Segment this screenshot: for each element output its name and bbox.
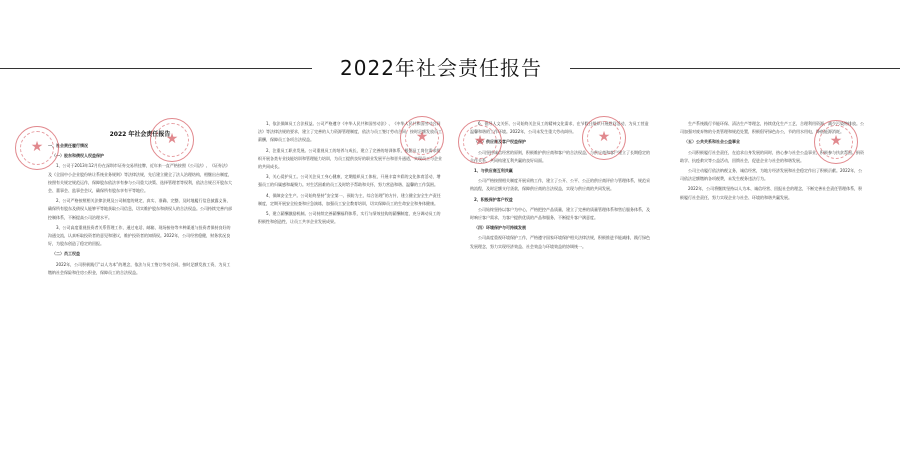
header-rule-left bbox=[0, 68, 312, 69]
page-1 bbox=[48, 120, 232, 438]
company-seal-stamp bbox=[814, 120, 858, 164]
paragraph: 1、公司于2013年12月份在深圳市证券交易所挂牌，近年来一直严格按照《公司法》、《证券法》及《全国中小企业股份转让系统业务规则》等法律法规，先后建立健全了法人治理结构，相继出台制度，按照有关规定规范运作，保障股东依法享有参与公司重大决策、选择管理者等权利，依法合规召开股东大会、董事会、监事会会议，确保所有股东享有平等地位。 bbox=[48, 163, 232, 194]
company-seal-stamp bbox=[458, 120, 502, 164]
paragraph: 5、建立薪酬激励机制。公司持续完善薪酬福利体系，实行与绩效挂钩的薪酬制度，充分调动员工的积极性和创造性，让员工共享企业发展成果。 bbox=[258, 211, 441, 225]
item-heading: 1、与供应商互利共赢 bbox=[474, 168, 513, 174]
page-4 bbox=[680, 120, 864, 438]
paragraph: 公司主动履行依法纳税义务，诚信经营，为地方经济发展和社会稳定作出了积极贡献。2022年，公司依法足额缴纳各项税费，未发生税务违法行为。 bbox=[680, 168, 863, 182]
paragraph: 公司积极履行社会责任，在追求自身发展的同时，热心参与社会公益事业，积极参与扶贫帮困、捐资助学、抗疫救灾等公益活动，回馈社会，促进企业与社会的和谐发展。 bbox=[680, 149, 864, 163]
page-2 bbox=[258, 120, 444, 438]
subsection-heading: （五）公共关系和社会公益事业 bbox=[684, 139, 740, 145]
paragraph: 2022年，公司积极践行“以人为本”的理念，依法与员工签订劳动合同，按时足额发放工资，为员工缴纳社会保险和住房公积金，保障员工的合法权益。 bbox=[48, 261, 231, 275]
paragraph: 3、关心爱护员工。公司关注员工身心健康，定期组织员工体检，开展丰富多彩的文化体育活动，增强员工的归属感和凝聚力。对生活困难的员工及时给予帮助和关怀，努力营造和谐、温馨的工作氛围。 bbox=[258, 174, 441, 188]
paragraph: 1、依法保障员工合法权益。公司严格遵守《中华人民共和国劳动法》、《中华人民共和国劳动合同法》等法律法规的要求，建立了完善的人力资源管理制度，依法与员工签订劳动合同，按时足额发放员工薪酬，保障员工各项合法权益。 bbox=[258, 121, 442, 143]
company-seal-stamp bbox=[150, 118, 194, 162]
paragraph: 生产系统践行节能环保、清洁生产等理念，持续优化生产工艺，合理利用资源，减少污染物排放。公司加强对废弃物的分类管理和规范处置，积极倡导绿色办公，节约用水用电，降低能源消耗。 bbox=[680, 121, 864, 135]
header-rule-right bbox=[570, 68, 900, 69]
paragraph: 2、公司严格按照相关法律法规及公司制度的规定，真实、准确、完整、及时地履行信息披露义务，确保所有股东及债权人能够平等地获取公司信息，切实维护股东和债权人的合法权益。公司持续完善内部控制体系，不断提高公司治理水平。 bbox=[48, 198, 232, 220]
company-seal-stamp bbox=[15, 126, 59, 170]
report-header bbox=[0, 46, 900, 86]
paragraph: 公司严格按照相关制度开展采购工作，建立了公开、公平、公正的供应商评价与管理体系，规范采购流程，及时足额支付货款，保障供应商的合法权益，实现与供应商的共同发展。 bbox=[470, 178, 650, 192]
subsection-heading: （一）股东和债权人权益保护 bbox=[52, 153, 104, 159]
section-heading: 一、社会责任履行情况 bbox=[48, 143, 88, 148]
paragraph: 公司坚持诚信经营的原则，积极维护供应商和客户的合法权益，与供应商和客户建立了长期稳定的合作关系，共同构建互利共赢的良好局面。 bbox=[470, 149, 650, 163]
subsection-heading: （二）员工权益 bbox=[52, 251, 80, 257]
subsection-heading: （四）环境保护与可持续发展 bbox=[474, 225, 526, 231]
document-title: 2022 年社会责任报告 bbox=[109, 131, 171, 138]
paragraph: 公司高度重视环境保护工作，严格遵守国家环境保护相关法律法规，积极推进节能减排，践行绿色发展理念，努力实现经济效益、社会效益与环境效益的协调统一。 bbox=[470, 235, 650, 249]
company-seal-stamp bbox=[400, 116, 444, 160]
page-3 bbox=[470, 120, 650, 438]
paragraph: 3、公司高度重视投资者关系管理工作，通过电话、邮箱、现场接待等多种渠道与投资者保持良好的沟通交流，认真听取投资者的意见和建议，维护投资者的知情权。2022年，公司经营稳健，财务状况良好，为股东创造了稳定的回报。 bbox=[48, 224, 231, 247]
company-seal-stamp bbox=[582, 116, 626, 160]
report-title: 2022年社会责任报告 bbox=[340, 56, 542, 80]
item-heading: 2、积极保护客户权益 bbox=[474, 196, 513, 202]
paragraph: 2、注重员工职业发展。公司重视员工的培养与成长，建立了完善的培训体系，根据员工岗位需求组织开展各类专业技能培训和管理能力培训，为员工提供良好的职业发展平台和晋升通道，实现员工与企业的共同成长。 bbox=[258, 147, 442, 170]
paragraph: 公司始终坚持以客户为中心，严格把控产品质量，建立了完善的质量管理体系和售后服务体系，及时响应客户需求，为客户提供优质的产品和服务，不断提升客户满意度。 bbox=[470, 206, 650, 221]
paragraph: 2022年，公司将继续坚持以人为本、诚信经营、回报社会的理念，不断完善社会责任管理体系，积极履行社会责任，努力实现企业与社会、环境的和谐共赢发展。 bbox=[680, 186, 863, 200]
paragraph: 6、倡导人文关怀，公司始终关注员工的精神文化需求，在节假日组织开展慰问活动，为员工营造温馨和谐的工作环境。2022年，公司未发生重大劳动纠纷。 bbox=[470, 121, 649, 135]
subsection-heading: （三）供应商及客户权益保护 bbox=[474, 139, 526, 145]
paragraph: 4、保障安全生产。公司始终坚持“安全第一、预防为主、综合治理”的方针，建立健全安全生产责任制度，定期开展安全检查和应急演练，加强员工安全教育培训，切实保障员工的生命安全和身体健康。 bbox=[258, 192, 441, 206]
